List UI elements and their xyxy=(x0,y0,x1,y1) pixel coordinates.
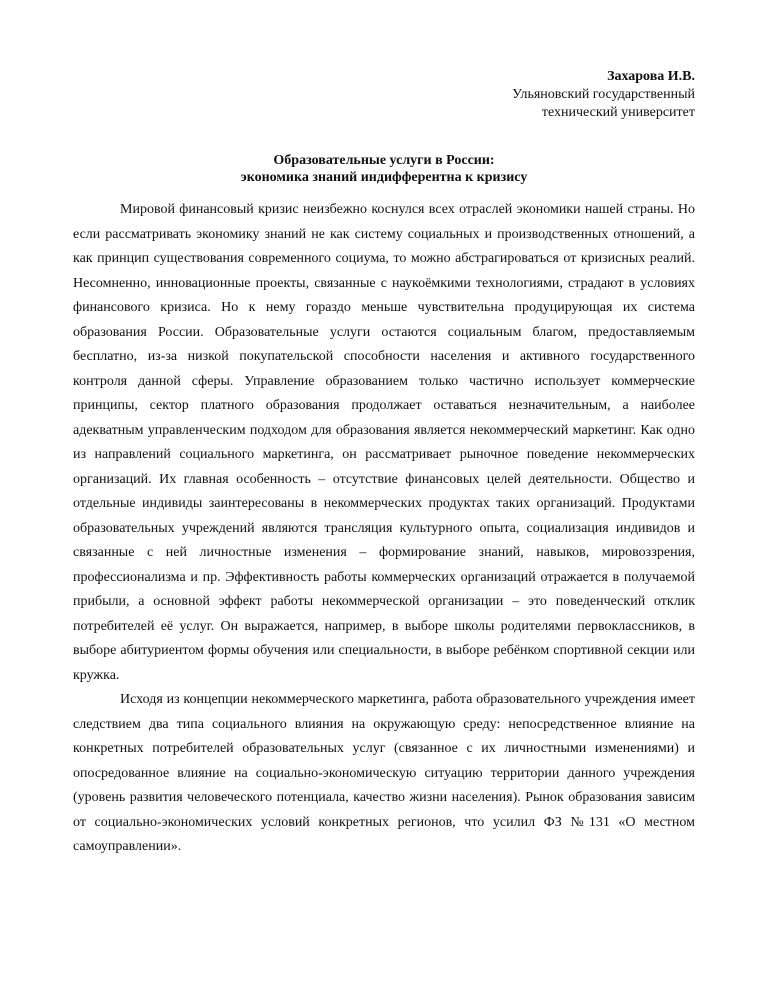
paragraph-1: Мировой финансовый кризис неизбежно коснулся всех отраслей экономики нашей страны. Но если рассматривать экономику знаний не как систему социальных и производственных отношений, а как принцип существования современного социума, то можно абстрагироваться от кризисных реалий. Несомненно, инновационные проекты, связанные с наукоёмкими технологиями, страдают в условиях финансового кризиса. Но к нему гораздо меньше чувствительна продуцирующая их система образования России. Образовательные услуги остаются социальным благом, предоставляемым бесплатно, из-за низкой покупательской способности населения и активного государственного контроля данной сферы. Управление образованием только частично использует коммерческие принципы, сектор платного образования продолжает оставаться незначительным, а наиболее адекватным управленческим подходом для образования является некоммерческий маркетинг. Как одно из направлений социального маркетинга, он рассматривает рыночное поведение некоммерческих организаций. Их главная особенность – отсутствие финансовых целей деятельности. Общество и отдельные индивиды заинтересованы в некоммерческих продуктах таких организаций. Продуктами образовательных учреждений являются трансляция культурного опыта, социализация индивидов и связанные с ней личностные изменения – формирование знаний, навыков, мировоззрения, профессионализма и пр. Эффективность работы коммерческих организаций отражается в получаемой прибыли, а основной эффект работы некоммерческой организации – это поведенческий отклик потребителей её услуг. Он выражается, например, в выборе школы родителями первоклассников, в выборе абитуриентом формы обучения или специальности, в выборе ребёнком спортивной секции или кружка. xyxy=(73,202,695,683)
paper-title-line1: Образовательные услуги в России: xyxy=(273,153,495,168)
body-text xyxy=(73,198,695,860)
author-affiliation-line2: технический университет xyxy=(541,105,695,120)
author-name: Захарова И.В. xyxy=(607,69,695,84)
author-block xyxy=(73,68,695,122)
paper-title xyxy=(73,152,695,186)
paper-title-line2: экономика знаний индифферентна к кризису xyxy=(240,170,528,185)
author-affiliation-line1: Ульяновский государственный xyxy=(512,87,695,102)
paragraph-2: Исходя из концепции некоммерческого маркетинга, работа образовательного учреждения имеет следствием два типа социального влияния на окружающую среду: непосредственное влияние на конкретных потребителей образовательных услуг (связанное с их личностными изменениями) и опосредованное влияние на социально-экономическую ситуацию территории данного учреждения (уровень развития человеческого потенциала, качество жизни населения). Рынок образования зависим от социально-экономических условий конкретных регионов, что усилил ФЗ №131 «О местном самоуправлении». xyxy=(73,692,695,854)
